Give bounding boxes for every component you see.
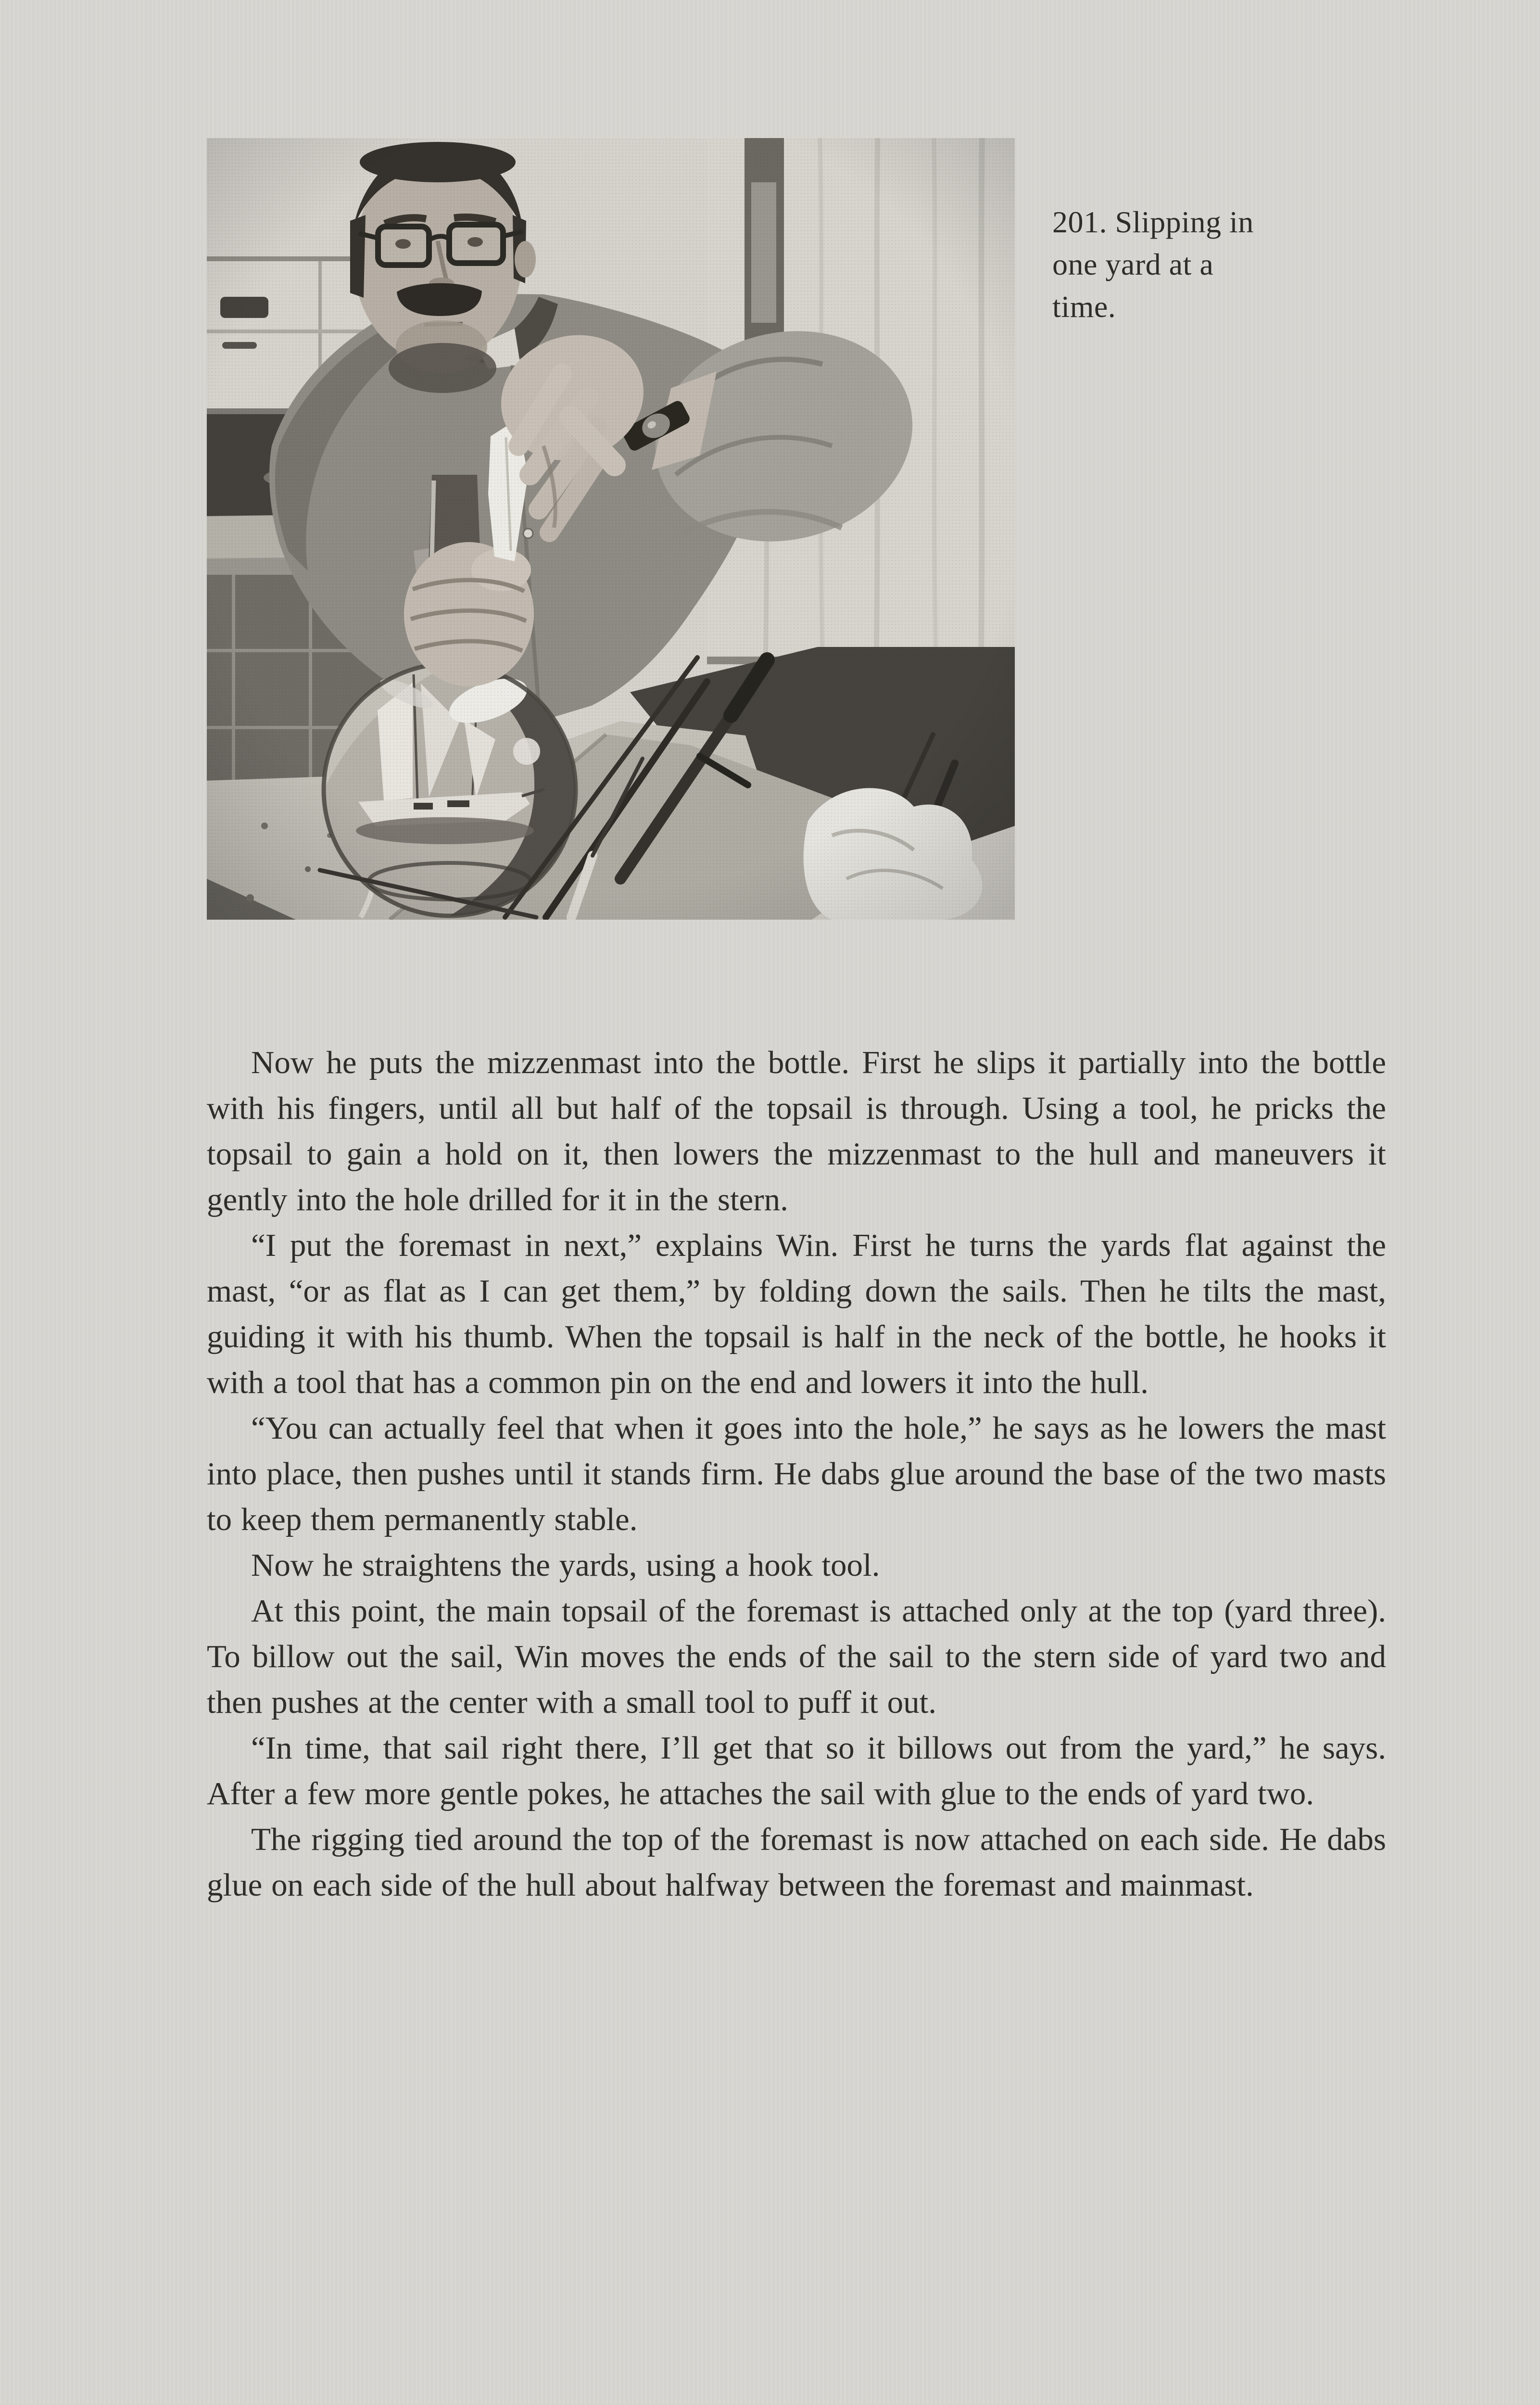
photo-ship-in-bottle <box>207 138 1015 920</box>
body-text <box>207 1040 1386 1908</box>
paragraph-1: Now he puts the mizzenmast into the bottle. First he slips it partially into the bottle with his fingers, until all but half of the topsail is through. Using a tool, he pricks the topsail to gain a hold on it, then lowers the mizzenmast to the hull and maneuvers it gently into the hole drilled for it in the stern. <box>207 1045 1386 1217</box>
photo-illustration <box>207 138 1015 920</box>
paragraph-6: “In time, that sail right there, I’ll get that so it billows out from the yard,” he says. After a few more gentle pokes, he attaches the sail with glue to the ends of yard two. <box>207 1730 1386 1811</box>
caption-line: time. <box>1052 290 1116 324</box>
paragraph-7: The rigging tied around the top of the foremast is now attached on each side. He dabs glue on each side of the hull about halfway between the foremast and mainmast. <box>207 1822 1386 1903</box>
caption-line: 201. Slipping in <box>1052 205 1254 239</box>
paragraph-2: “I put the foremast in next,” explains Win. First he turns the yards flat against the mast, “or as flat as I can get them,” by folding down the sails. Then he tilts the mast, guiding it with his thumb. When the topsail is half in the neck of the bottle, he hooks it with a tool that has a common pin on the end and lowers it into the hull. <box>207 1228 1386 1400</box>
caption-line: one yard at a <box>1052 247 1214 281</box>
paragraph-4: Now he straightens the yards, using a hook tool. <box>251 1547 880 1583</box>
paragraph-3: “You can actually feel that when it goes into the hole,” he says as he lowers the mast into place, then pushes until it stands firm. He dabs glue around the base of the two masts to keep them permanently stable. <box>207 1410 1386 1537</box>
vignette-overlay <box>207 138 1015 920</box>
paragraph-5: At this point, the main topsail of the foremast is attached only at the top (yard three). To billow out the sail, Win moves the ends of the sail to the stern side of yard two and then pushes at the center with a small tool to puff it out. <box>207 1593 1386 1720</box>
photo-caption <box>1052 201 1360 328</box>
